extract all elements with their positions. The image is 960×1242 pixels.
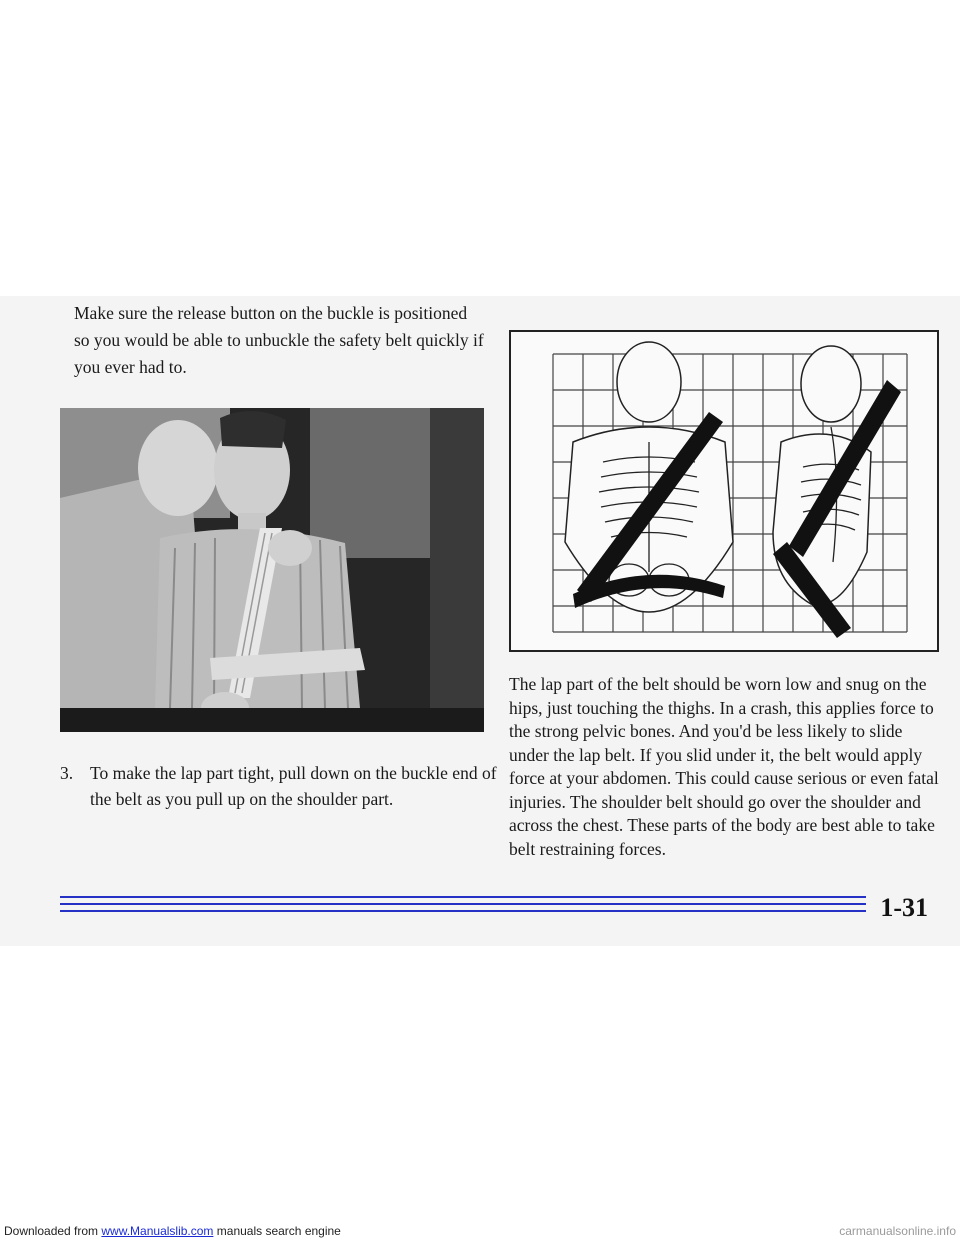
site-watermark: carmanualsonline.info [839,1224,956,1238]
download-footer [4,1224,341,1238]
belt-position-diagram [509,330,939,652]
step-text: To make the lap part tight, pull down on the buckle end of the belt as you pull up on the shoulder part. [90,763,497,809]
footer-prefix: Downloaded from [4,1224,102,1238]
manualslib-link[interactable]: www.Manualslib.com [101,1224,214,1238]
page-number: 1-31 [880,893,928,922]
rule-line-middle [60,903,866,905]
step-number: 3. [60,763,74,783]
rule-line-bottom [60,910,866,912]
step-3 [60,760,500,812]
lap-belt-paragraph: The lap part of the belt should be worn low and snug on the hips, just touching the thighs. In a crash, this applies force to the strong pelvic bones. And you'd be less likely to slide under the lap belt. If you slid under it, the belt would apply force at your abdomen. This could cause serious or even fatal injuries. The shoulder belt should go over the shoulder and across the chest. These parts of the body are best able to take belt restraining forces. [509,674,939,859]
footer-rule [60,896,928,936]
footer-suffix: manuals search engine [213,1224,341,1238]
intro-paragraph: Make sure the release button on the buckle is positioned so you would be able to unbuckle the safety belt quickly if you ever had to. [74,303,484,377]
rule-line-top [60,896,866,898]
seatbelt-photo [60,408,484,732]
